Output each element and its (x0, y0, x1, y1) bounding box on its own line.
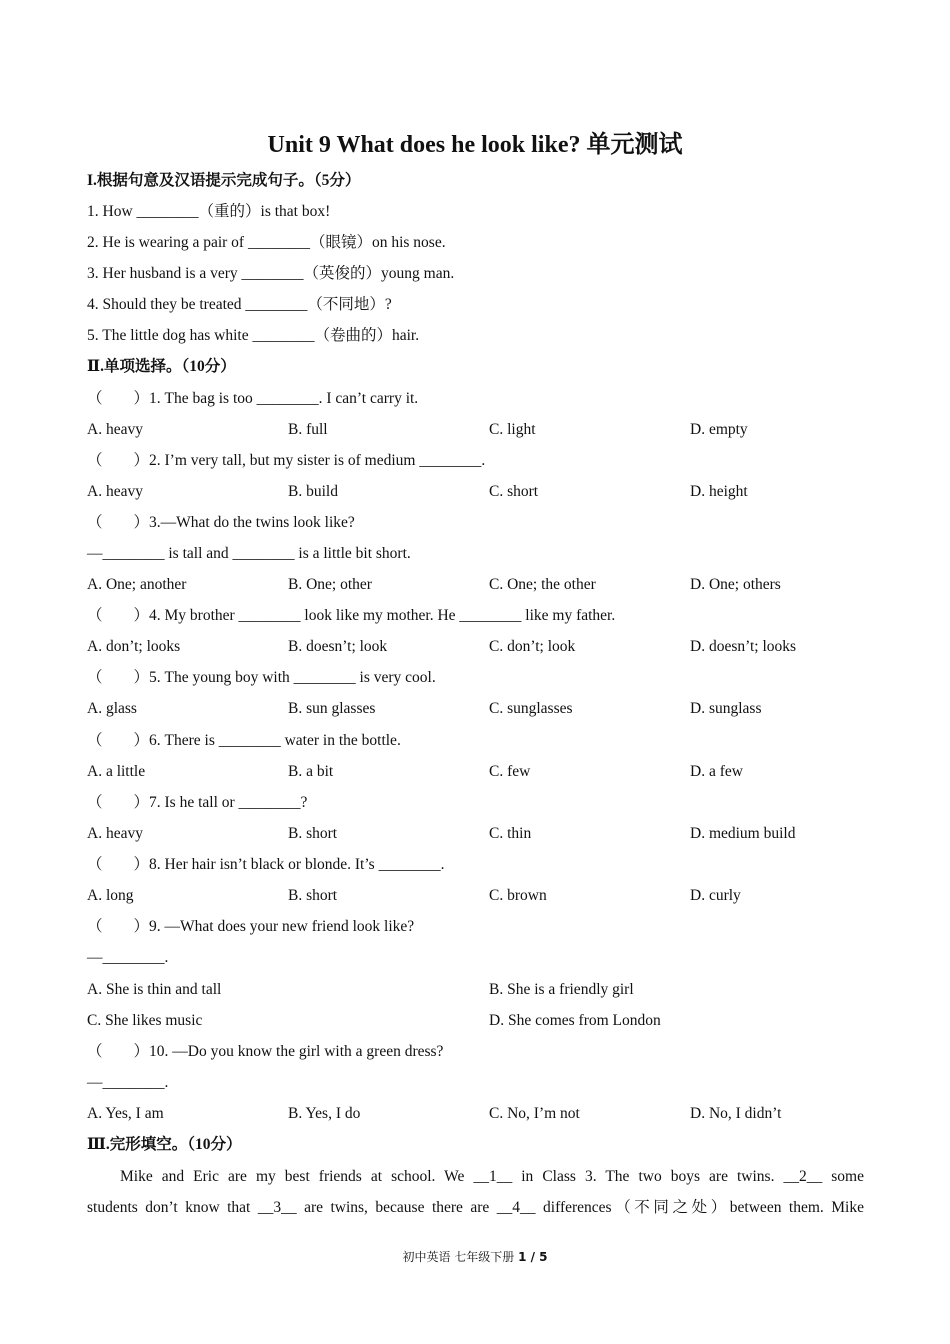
question-5-stem: （ ）5. The young boy with ________ is very cool. (87, 669, 436, 686)
question-1-option-d: D. empty (690, 421, 748, 438)
question-6-option-b: B. a bit (288, 763, 334, 780)
question-10-option-c: C. No, I’m not (489, 1105, 580, 1122)
question-8-option-a: A. long (87, 887, 134, 904)
question-3-option-a: A. One; another (87, 576, 187, 593)
footer-text: 初中英语 七年级下册 (402, 1250, 519, 1264)
page-title: Unit 9 What does he look like? 单元测试 (267, 132, 683, 158)
question-9-option-d: D. She comes from London (489, 1012, 661, 1029)
page-number: 1 / 5 (518, 1250, 548, 1264)
question-4-option-b: B. doesn’t; look (288, 638, 388, 655)
question-1-option-b: B. full (288, 421, 328, 438)
question-6-option-a: A. a little (87, 763, 146, 780)
question-3-stem: （ ）3.—What do the twins look like? (87, 514, 355, 531)
section-1-heading: I.根据句意及汉语提示完成句子。（5分） (87, 172, 361, 189)
question-3-option-c: C. One; the other (489, 576, 596, 593)
question-9-option-a: A. She is thin and tall (87, 981, 222, 998)
question-5-option-b: B. sun glasses (288, 700, 376, 717)
question-10-stem: （ ）10. —Do you know the girl with a green dress? (87, 1043, 444, 1060)
question-6-option-d: D. a few (690, 763, 743, 780)
question-8-option-d: D. curly (690, 887, 741, 904)
question-8-option-b: B. short (288, 887, 338, 904)
question-10-answer-line: —________. (87, 1074, 169, 1091)
fill-item-3: 3. Her husband is a very ________（英俊的）young man. (87, 265, 455, 282)
question-9-answer-line: —________. (87, 949, 169, 966)
question-2-option-d: D. height (690, 483, 748, 500)
question-1-option-a: A. heavy (87, 421, 143, 438)
question-1-option-c: C. light (489, 421, 536, 438)
question-2-option-a: A. heavy (87, 483, 143, 500)
question-9-option-c: C. She likes music (87, 1012, 203, 1029)
question-4-option-c: C. don’t; look (489, 638, 576, 655)
question-3-option-b: B. One; other (288, 576, 372, 593)
question-4-stem: （ ）4. My brother ________ look like my mother. He ________ like my father. (87, 607, 616, 624)
cloze-paragraph-line-1: Mike and Eric are my best friends at school. We __1__ in Class 3. The two boys are twins. __2__ some (120, 1168, 864, 1185)
question-4-option-d: D. doesn’t; looks (690, 638, 797, 655)
question-7-option-d: D. medium build (690, 825, 796, 842)
fill-item-5: 5. The little dog has white ________（卷曲的）hair. (87, 327, 420, 344)
question-7-stem: （ ）7. Is he tall or ________? (87, 794, 308, 811)
fill-item-2: 2. He is wearing a pair of ________（眼镜）on his nose. (87, 234, 446, 251)
question-8-option-c: C. brown (489, 887, 547, 904)
question-5-option-a: A. glass (87, 700, 137, 717)
fill-item-1: 1. How ________（重的）is that box! (87, 203, 331, 220)
question-5-option-d: D. sunglass (690, 700, 762, 717)
section-2-heading: Ⅱ.单项选择。（10分） (87, 358, 236, 375)
question-2-option-b: B. build (288, 483, 338, 500)
cloze-paragraph-line-2: students don’t know that __3__ are twins, because there are __4__ differences（不同之处）between them. Mike (87, 1199, 864, 1216)
question-7-option-c: C. thin (489, 825, 532, 842)
question-4-option-a: A. don’t; looks (87, 638, 181, 655)
question-8-stem: （ ）8. Her hair isn’t black or blonde. It’s ________. (87, 856, 445, 873)
question-10-option-a: A. Yes, I am (87, 1105, 164, 1122)
question-7-option-b: B. short (288, 825, 338, 842)
section-3-heading: Ⅲ.完形填空。（10分） (87, 1136, 242, 1153)
question-7-option-a: A. heavy (87, 825, 143, 842)
question-3-answer-line: —________ is tall and ________ is a little bit short. (87, 545, 411, 562)
question-10-option-b: B. Yes, I do (288, 1105, 361, 1122)
question-5-option-c: C. sunglasses (489, 700, 573, 717)
question-3-option-d: D. One; others (690, 576, 781, 593)
page-footer (0, 1248, 950, 1265)
question-1-stem: （ ）1. The bag is too ________. I can’t carry it. (87, 390, 419, 407)
question-9-option-b: B. She is a friendly girl (489, 981, 634, 998)
question-2-option-c: C. short (489, 483, 539, 500)
question-10-option-d: D. No, I didn’t (690, 1105, 782, 1122)
fill-item-4: 4. Should they be treated ________（不同地）? (87, 296, 392, 313)
question-9-stem: （ ）9. —What does your new friend look like? (87, 918, 415, 935)
question-2-stem: （ ）2. I’m very tall, but my sister is of medium ________. (87, 452, 486, 469)
question-6-stem: （ ）6. There is ________ water in the bottle. (87, 732, 401, 749)
question-6-option-c: C. few (489, 763, 531, 780)
